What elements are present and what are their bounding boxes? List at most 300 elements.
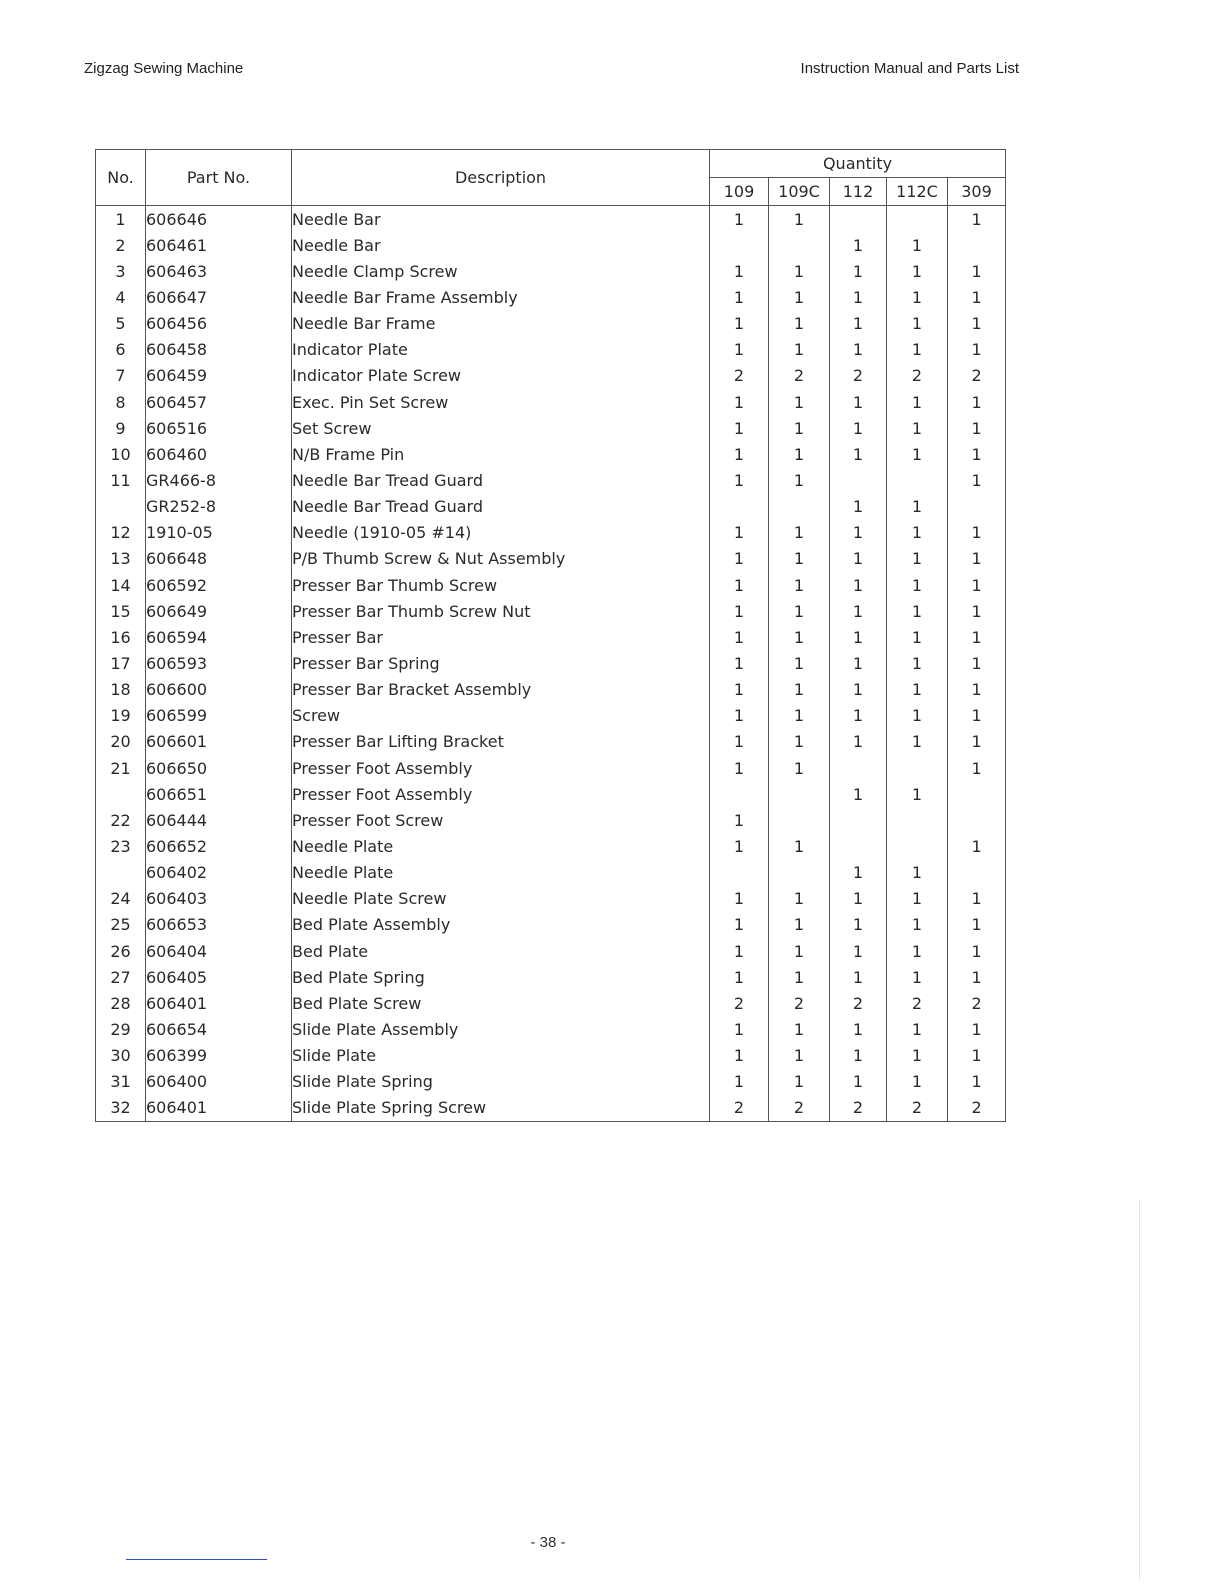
cell-qty-112c: 1 — [887, 415, 948, 441]
cell-part-no: 606654 — [146, 1016, 292, 1042]
table-row — [96, 598, 1006, 624]
cell-part-no: 606651 — [146, 781, 292, 807]
cell-part-no: 606403 — [146, 886, 292, 912]
cell-qty-109c: 1 — [769, 886, 830, 912]
cell-qty-112 — [830, 807, 887, 833]
cell-qty-309: 1 — [948, 964, 1006, 990]
table-row — [96, 912, 1006, 938]
cell-qty-309 — [948, 232, 1006, 258]
cell-qty-109: 1 — [710, 755, 769, 781]
cell-description: Presser Bar Lifting Bracket — [292, 729, 710, 755]
cell-qty-112: 2 — [830, 1095, 887, 1122]
cell-qty-112: 1 — [830, 598, 887, 624]
cell-qty-112c: 2 — [887, 1095, 948, 1122]
cell-no: 28 — [96, 990, 146, 1016]
cell-part-no: 606458 — [146, 337, 292, 363]
cell-qty-112c: 1 — [887, 912, 948, 938]
header-description: Description — [292, 150, 710, 206]
table-row — [96, 990, 1006, 1016]
cell-description: Presser Bar — [292, 624, 710, 650]
cell-qty-109: 1 — [710, 729, 769, 755]
cell-qty-109c: 2 — [769, 1095, 830, 1122]
cell-qty-309: 2 — [948, 990, 1006, 1016]
cell-qty-112: 1 — [830, 886, 887, 912]
cell-qty-112: 1 — [830, 284, 887, 310]
cell-part-no: 606405 — [146, 964, 292, 990]
cell-qty-309 — [948, 494, 1006, 520]
cell-qty-309: 1 — [948, 703, 1006, 729]
table-row — [96, 206, 1006, 233]
cell-part-no: 606404 — [146, 938, 292, 964]
cell-qty-109: 1 — [710, 284, 769, 310]
cell-no: 21 — [96, 755, 146, 781]
cell-qty-112: 1 — [830, 572, 887, 598]
cell-qty-112: 1 — [830, 964, 887, 990]
cell-qty-109c: 1 — [769, 964, 830, 990]
cell-part-no: 606593 — [146, 650, 292, 676]
cell-qty-109: 1 — [710, 650, 769, 676]
table-row — [96, 755, 1006, 781]
cell-qty-112c: 1 — [887, 677, 948, 703]
cell-qty-112c — [887, 755, 948, 781]
table-row — [96, 363, 1006, 389]
cell-qty-109c: 1 — [769, 1043, 830, 1069]
cell-no: 12 — [96, 520, 146, 546]
cell-qty-112: 1 — [830, 232, 887, 258]
cell-no: 31 — [96, 1069, 146, 1095]
cell-qty-109 — [710, 494, 769, 520]
cell-qty-309: 1 — [948, 729, 1006, 755]
cell-qty-112: 2 — [830, 363, 887, 389]
cell-qty-112c: 1 — [887, 964, 948, 990]
cell-qty-109c: 1 — [769, 677, 830, 703]
cell-no: 26 — [96, 938, 146, 964]
cell-part-no: 606401 — [146, 990, 292, 1016]
cell-qty-109c: 1 — [769, 703, 830, 729]
scan-edge-line — [1139, 1200, 1140, 1580]
cell-qty-112 — [830, 467, 887, 493]
cell-no: 1 — [96, 206, 146, 233]
header-part-no: Part No. — [146, 150, 292, 206]
cell-part-no: 606592 — [146, 572, 292, 598]
cell-qty-109c — [769, 494, 830, 520]
cell-qty-309: 1 — [948, 337, 1006, 363]
cell-qty-112: 1 — [830, 389, 887, 415]
cell-qty-112c: 1 — [887, 258, 948, 284]
cell-qty-112: 1 — [830, 494, 887, 520]
cell-description: Needle Bar Frame — [292, 311, 710, 337]
cell-qty-309: 1 — [948, 624, 1006, 650]
table-row — [96, 311, 1006, 337]
cell-qty-109: 1 — [710, 1069, 769, 1095]
cell-qty-109: 1 — [710, 415, 769, 441]
cell-no: 4 — [96, 284, 146, 310]
cell-qty-109: 1 — [710, 546, 769, 572]
cell-qty-112 — [830, 755, 887, 781]
cell-part-no: 606649 — [146, 598, 292, 624]
table-row — [96, 284, 1006, 310]
cell-qty-109c: 1 — [769, 624, 830, 650]
cell-qty-309: 1 — [948, 938, 1006, 964]
cell-qty-109: 1 — [710, 1043, 769, 1069]
table-row — [96, 494, 1006, 520]
cell-qty-309: 1 — [948, 886, 1006, 912]
header-model-309: 309 — [948, 178, 1006, 206]
footer-rule — [126, 1559, 267, 1560]
table-row — [96, 729, 1006, 755]
cell-qty-109: 2 — [710, 990, 769, 1016]
cell-qty-109c: 1 — [769, 1069, 830, 1095]
cell-qty-109: 1 — [710, 389, 769, 415]
cell-qty-112: 1 — [830, 258, 887, 284]
cell-qty-112c: 1 — [887, 389, 948, 415]
table-row — [96, 1069, 1006, 1095]
cell-qty-112: 1 — [830, 729, 887, 755]
cell-no: 32 — [96, 1095, 146, 1122]
cell-qty-109c: 1 — [769, 415, 830, 441]
cell-qty-112: 1 — [830, 546, 887, 572]
cell-part-no: 606599 — [146, 703, 292, 729]
cell-qty-112: 1 — [830, 1069, 887, 1095]
cell-description: Slide Plate Assembly — [292, 1016, 710, 1042]
table-row — [96, 572, 1006, 598]
table-header — [96, 150, 1006, 206]
cell-description: Slide Plate Spring — [292, 1069, 710, 1095]
cell-description: Needle Bar Frame Assembly — [292, 284, 710, 310]
cell-qty-309 — [948, 807, 1006, 833]
table-row — [96, 1043, 1006, 1069]
cell-qty-109c: 1 — [769, 206, 830, 233]
cell-qty-109c: 2 — [769, 363, 830, 389]
cell-part-no: 606648 — [146, 546, 292, 572]
cell-qty-112c: 1 — [887, 520, 948, 546]
cell-qty-112: 1 — [830, 520, 887, 546]
cell-qty-112: 1 — [830, 938, 887, 964]
cell-part-no: 606402 — [146, 860, 292, 886]
table-row — [96, 546, 1006, 572]
cell-no: 14 — [96, 572, 146, 598]
cell-qty-309: 1 — [948, 441, 1006, 467]
cell-qty-109c: 1 — [769, 467, 830, 493]
header-model-112: 112 — [830, 178, 887, 206]
cell-qty-109c: 1 — [769, 520, 830, 546]
table-row — [96, 415, 1006, 441]
cell-part-no: 606652 — [146, 833, 292, 859]
cell-no: 22 — [96, 807, 146, 833]
cell-qty-109: 1 — [710, 624, 769, 650]
table-row — [96, 624, 1006, 650]
cell-qty-109c: 1 — [769, 546, 830, 572]
cell-no: 17 — [96, 650, 146, 676]
cell-qty-112c: 1 — [887, 494, 948, 520]
cell-qty-112c: 1 — [887, 650, 948, 676]
cell-qty-112: 1 — [830, 624, 887, 650]
cell-part-no: 606516 — [146, 415, 292, 441]
cell-no: 5 — [96, 311, 146, 337]
cell-qty-109: 1 — [710, 833, 769, 859]
cell-qty-109c — [769, 860, 830, 886]
cell-qty-109: 1 — [710, 677, 769, 703]
running-header-right: Instruction Manual and Parts List — [800, 60, 1019, 77]
cell-qty-109c: 1 — [769, 389, 830, 415]
cell-qty-109: 1 — [710, 964, 769, 990]
cell-qty-309: 2 — [948, 363, 1006, 389]
table-row — [96, 441, 1006, 467]
cell-qty-309: 1 — [948, 755, 1006, 781]
cell-qty-109: 1 — [710, 912, 769, 938]
cell-qty-112c — [887, 807, 948, 833]
cell-qty-309 — [948, 781, 1006, 807]
table-row — [96, 650, 1006, 676]
cell-qty-112c: 1 — [887, 781, 948, 807]
header-quantity: Quantity — [710, 150, 1006, 178]
cell-description: Presser Foot Assembly — [292, 781, 710, 807]
header-no: No. — [96, 150, 146, 206]
cell-qty-309: 1 — [948, 912, 1006, 938]
cell-qty-112: 1 — [830, 441, 887, 467]
cell-description: N/B Frame Pin — [292, 441, 710, 467]
cell-qty-309: 1 — [948, 1043, 1006, 1069]
cell-no: 8 — [96, 389, 146, 415]
cell-qty-309: 1 — [948, 1069, 1006, 1095]
cell-no: 23 — [96, 833, 146, 859]
table-row — [96, 1016, 1006, 1042]
cell-qty-112: 1 — [830, 912, 887, 938]
cell-qty-109: 2 — [710, 1095, 769, 1122]
cell-qty-112c: 1 — [887, 624, 948, 650]
table-row — [96, 886, 1006, 912]
table-row — [96, 938, 1006, 964]
cell-qty-109c: 1 — [769, 729, 830, 755]
cell-description: Slide Plate — [292, 1043, 710, 1069]
cell-qty-309: 1 — [948, 258, 1006, 284]
cell-qty-109c: 1 — [769, 650, 830, 676]
cell-no: 19 — [96, 703, 146, 729]
cell-description: Bed Plate — [292, 938, 710, 964]
cell-no: 27 — [96, 964, 146, 990]
cell-qty-309: 1 — [948, 206, 1006, 233]
cell-qty-112: 1 — [830, 311, 887, 337]
cell-part-no: 606461 — [146, 232, 292, 258]
cell-no: 24 — [96, 886, 146, 912]
cell-qty-109: 1 — [710, 572, 769, 598]
cell-qty-112c: 1 — [887, 938, 948, 964]
cell-description: Needle Bar — [292, 206, 710, 233]
cell-description: Needle (1910-05 #14) — [292, 520, 710, 546]
cell-no — [96, 781, 146, 807]
cell-qty-109: 1 — [710, 311, 769, 337]
cell-qty-112c: 1 — [887, 572, 948, 598]
parts-list-table — [95, 149, 1006, 1122]
cell-qty-112 — [830, 206, 887, 233]
cell-description: Presser Bar Spring — [292, 650, 710, 676]
cell-qty-112c: 2 — [887, 363, 948, 389]
header-model-109: 109 — [710, 178, 769, 206]
cell-no: 2 — [96, 232, 146, 258]
cell-part-no: 606647 — [146, 284, 292, 310]
cell-qty-109c: 1 — [769, 833, 830, 859]
cell-qty-109: 1 — [710, 703, 769, 729]
cell-part-no: 606457 — [146, 389, 292, 415]
cell-description: Presser Foot Screw — [292, 807, 710, 833]
cell-qty-309: 1 — [948, 650, 1006, 676]
cell-qty-309: 1 — [948, 311, 1006, 337]
cell-qty-109 — [710, 860, 769, 886]
cell-qty-112c: 1 — [887, 703, 948, 729]
cell-part-no: 606400 — [146, 1069, 292, 1095]
cell-qty-309: 1 — [948, 389, 1006, 415]
cell-qty-112: 1 — [830, 650, 887, 676]
cell-qty-109c: 2 — [769, 990, 830, 1016]
cell-description: Presser Bar Bracket Assembly — [292, 677, 710, 703]
cell-qty-112c: 1 — [887, 1043, 948, 1069]
cell-qty-109c — [769, 807, 830, 833]
cell-qty-109c — [769, 232, 830, 258]
cell-qty-112c: 1 — [887, 598, 948, 624]
cell-qty-109: 1 — [710, 520, 769, 546]
cell-qty-112: 1 — [830, 781, 887, 807]
cell-qty-109: 1 — [710, 258, 769, 284]
cell-no: 3 — [96, 258, 146, 284]
cell-qty-112c — [887, 206, 948, 233]
cell-description: Exec. Pin Set Screw — [292, 389, 710, 415]
cell-qty-109c: 1 — [769, 441, 830, 467]
cell-qty-112c: 1 — [887, 729, 948, 755]
table-row — [96, 807, 1006, 833]
table-body — [96, 206, 1006, 1122]
cell-part-no: 1910-05 — [146, 520, 292, 546]
cell-no: 20 — [96, 729, 146, 755]
cell-qty-112c: 1 — [887, 337, 948, 363]
cell-qty-112c: 1 — [887, 546, 948, 572]
cell-qty-109: 1 — [710, 441, 769, 467]
cell-part-no: 606460 — [146, 441, 292, 467]
cell-qty-112: 1 — [830, 703, 887, 729]
cell-qty-309: 1 — [948, 415, 1006, 441]
cell-qty-109c — [769, 781, 830, 807]
cell-description: Bed Plate Assembly — [292, 912, 710, 938]
cell-description: P/B Thumb Screw & Nut Assembly — [292, 546, 710, 572]
cell-no: 15 — [96, 598, 146, 624]
cell-qty-309: 1 — [948, 677, 1006, 703]
page-number: - 38 - — [530, 1534, 566, 1551]
cell-description: Needle Plate — [292, 833, 710, 859]
cell-qty-109: 1 — [710, 807, 769, 833]
cell-part-no: 606399 — [146, 1043, 292, 1069]
cell-description: Bed Plate Spring — [292, 964, 710, 990]
cell-qty-112c: 1 — [887, 441, 948, 467]
cell-qty-309 — [948, 860, 1006, 886]
cell-part-no: 606594 — [146, 624, 292, 650]
cell-qty-112 — [830, 833, 887, 859]
cell-qty-109 — [710, 781, 769, 807]
cell-qty-109c: 1 — [769, 284, 830, 310]
cell-qty-112: 1 — [830, 337, 887, 363]
cell-no: 6 — [96, 337, 146, 363]
cell-qty-112c: 1 — [887, 1016, 948, 1042]
cell-qty-112c: 2 — [887, 990, 948, 1016]
table-row — [96, 258, 1006, 284]
table-row — [96, 964, 1006, 990]
cell-qty-109: 1 — [710, 206, 769, 233]
cell-no: 25 — [96, 912, 146, 938]
cell-qty-109c: 1 — [769, 938, 830, 964]
cell-qty-309: 1 — [948, 467, 1006, 493]
cell-part-no: 606401 — [146, 1095, 292, 1122]
table-row — [96, 833, 1006, 859]
table-row — [96, 703, 1006, 729]
table-row — [96, 1095, 1006, 1122]
cell-qty-309: 1 — [948, 833, 1006, 859]
cell-no — [96, 494, 146, 520]
cell-description: Indicator Plate — [292, 337, 710, 363]
cell-qty-112c: 1 — [887, 284, 948, 310]
cell-part-no: 606650 — [146, 755, 292, 781]
cell-qty-112: 1 — [830, 860, 887, 886]
cell-qty-109: 1 — [710, 886, 769, 912]
table-row — [96, 677, 1006, 703]
cell-qty-109: 2 — [710, 363, 769, 389]
cell-qty-109c: 1 — [769, 1016, 830, 1042]
cell-no: 7 — [96, 363, 146, 389]
cell-description: Indicator Plate Screw — [292, 363, 710, 389]
cell-qty-309: 1 — [948, 572, 1006, 598]
cell-qty-109c: 1 — [769, 572, 830, 598]
cell-qty-112c: 1 — [887, 1069, 948, 1095]
table-row — [96, 337, 1006, 363]
cell-description: Needle Bar — [292, 232, 710, 258]
cell-qty-109c: 1 — [769, 258, 830, 284]
cell-part-no: 606444 — [146, 807, 292, 833]
running-header-left: Zigzag Sewing Machine — [84, 60, 244, 77]
cell-description: Presser Foot Assembly — [292, 755, 710, 781]
cell-qty-112c — [887, 833, 948, 859]
cell-qty-109c: 1 — [769, 912, 830, 938]
cell-qty-112: 2 — [830, 990, 887, 1016]
cell-no: 9 — [96, 415, 146, 441]
cell-qty-112c: 1 — [887, 232, 948, 258]
cell-description: Needle Plate — [292, 860, 710, 886]
cell-description: Presser Bar Thumb Screw — [292, 572, 710, 598]
cell-qty-112: 1 — [830, 415, 887, 441]
cell-qty-112c: 1 — [887, 311, 948, 337]
table-row — [96, 389, 1006, 415]
cell-no: 10 — [96, 441, 146, 467]
cell-part-no: 606601 — [146, 729, 292, 755]
cell-qty-109 — [710, 232, 769, 258]
cell-qty-109c: 1 — [769, 598, 830, 624]
cell-qty-112: 1 — [830, 677, 887, 703]
cell-qty-112: 1 — [830, 1016, 887, 1042]
table-row — [96, 781, 1006, 807]
cell-qty-109: 1 — [710, 467, 769, 493]
cell-part-no: 606646 — [146, 206, 292, 233]
cell-description: Bed Plate Screw — [292, 990, 710, 1016]
cell-qty-309: 1 — [948, 1016, 1006, 1042]
cell-description: Needle Bar Tread Guard — [292, 494, 710, 520]
table-row — [96, 520, 1006, 546]
table-row — [96, 232, 1006, 258]
cell-description: Screw — [292, 703, 710, 729]
cell-part-no: GR466-8 — [146, 467, 292, 493]
cell-qty-309: 2 — [948, 1095, 1006, 1122]
cell-description: Needle Bar Tread Guard — [292, 467, 710, 493]
cell-no: 13 — [96, 546, 146, 572]
cell-part-no: GR252-8 — [146, 494, 292, 520]
cell-part-no: 606456 — [146, 311, 292, 337]
cell-no: 11 — [96, 467, 146, 493]
cell-part-no: 606459 — [146, 363, 292, 389]
